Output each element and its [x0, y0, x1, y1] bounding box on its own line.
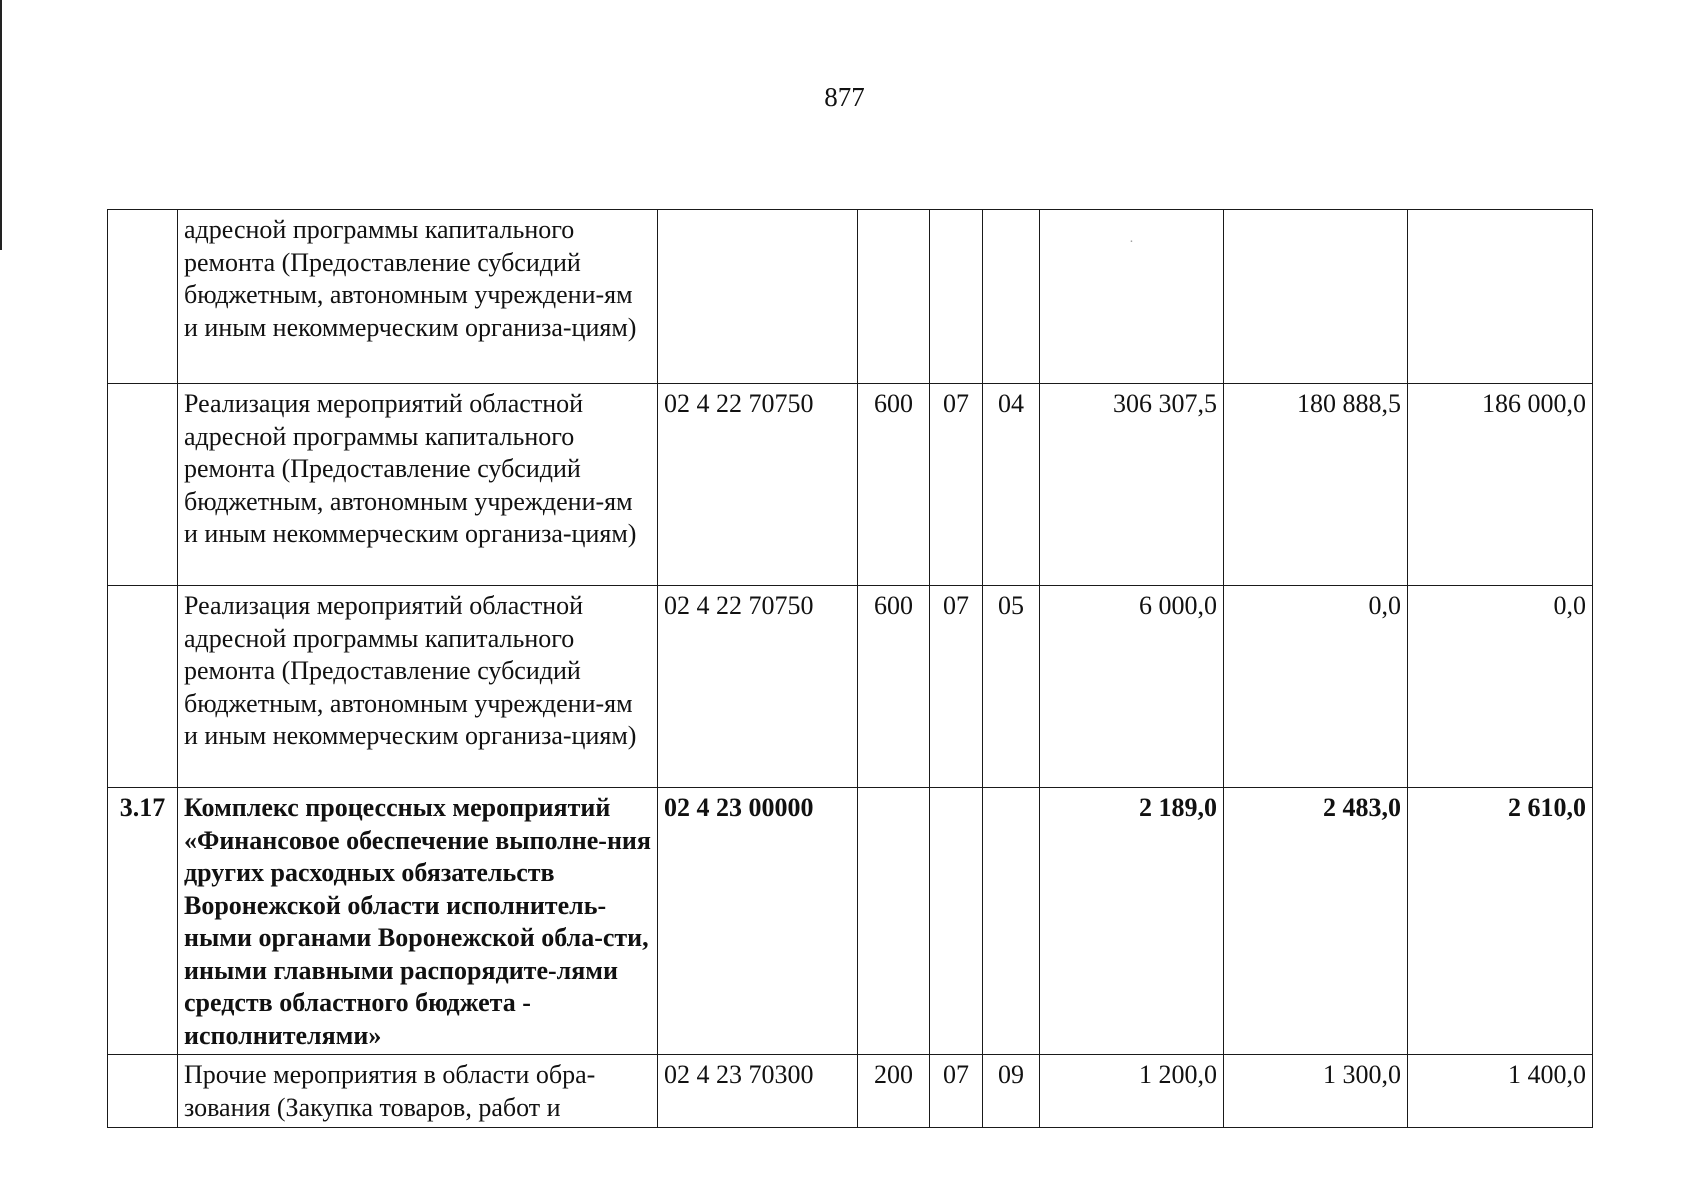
row-vr — [858, 788, 930, 1055]
row-rz: 07 — [930, 586, 983, 788]
row-vr: 200 — [858, 1055, 930, 1128]
row-sum-2: 1 300,0 — [1224, 1055, 1408, 1128]
row-number — [108, 586, 178, 788]
row-code: 02 4 22 70750 — [658, 384, 858, 586]
row-sum-1: 6 000,0 — [1040, 586, 1224, 788]
row-sum-2: 0,0 — [1224, 586, 1408, 788]
row-code: 02 4 23 70300 — [658, 1055, 858, 1128]
table-row — [108, 384, 1593, 586]
row-rz: 07 — [930, 1055, 983, 1128]
row-rz — [930, 210, 983, 384]
row-vr: 600 — [858, 586, 930, 788]
page-number: 877 — [824, 82, 865, 112]
row-name: Реализация мероприятий областной адресной программы капитального ремонта (Предоставление субсидий бюджетным, автономным учреждени-ям и иным некоммерческим организа-циям) — [178, 384, 658, 586]
table-row — [108, 210, 1593, 384]
row-name: Прочие мероприятия в области обра-зования (Закупка товаров, работ и — [178, 1055, 658, 1128]
row-pr: 04 — [983, 384, 1040, 586]
row-code: 02 4 22 70750 — [658, 586, 858, 788]
row-pr: 09 — [983, 1055, 1040, 1128]
budget-table — [107, 209, 1593, 1128]
row-sum-3: 186 000,0 — [1408, 384, 1593, 586]
row-vr: 600 — [858, 384, 930, 586]
row-code: 02 4 23 00000 — [658, 788, 858, 1055]
row-sum-3 — [1408, 210, 1593, 384]
row-name: Комплекс процессных мероприятий «Финансовое обеспечение выполне-ния других расходных обязательств Воронежской области исполнитель-ными органами Воронежской обла-сти, иными главными распорядите-лями средств областного бюджета - исполнителями» — [178, 788, 658, 1055]
row-pr: 05 — [983, 586, 1040, 788]
row-rz: 07 — [930, 384, 983, 586]
row-name: Реализация мероприятий областной адресной программы капитального ремонта (Предоставление субсидий бюджетным, автономным учреждени-ям и иным некоммерческим организа-циям) — [178, 586, 658, 788]
table-row — [108, 586, 1593, 788]
row-vr — [858, 210, 930, 384]
row-sum-1: 2 189,0 — [1040, 788, 1224, 1055]
row-sum-2 — [1224, 210, 1408, 384]
row-pr — [983, 210, 1040, 384]
table-row — [108, 1055, 1593, 1128]
scan-edge-line — [0, 0, 2, 250]
row-pr — [983, 788, 1040, 1055]
table-row-section — [108, 788, 1593, 1055]
row-sum-1 — [1040, 210, 1224, 384]
row-sum-3: 2 610,0 — [1408, 788, 1593, 1055]
row-sum-2: 2 483,0 — [1224, 788, 1408, 1055]
scan-speck: · — [1129, 235, 1134, 250]
row-sum-2: 180 888,5 — [1224, 384, 1408, 586]
row-number — [108, 1055, 178, 1128]
row-number — [108, 384, 178, 586]
row-code — [658, 210, 858, 384]
row-rz — [930, 788, 983, 1055]
row-name: адресной программы капитального ремонта (Предоставление субсидий бюджетным, автономным учреждени-ям и иным некоммерческим организа-циям) — [178, 210, 658, 384]
row-sum-1: 1 200,0 — [1040, 1055, 1224, 1128]
row-sum-3: 0,0 — [1408, 586, 1593, 788]
row-sum-3: 1 400,0 — [1408, 1055, 1593, 1128]
row-number — [108, 210, 178, 384]
row-sum-1: 306 307,5 — [1040, 384, 1224, 586]
row-number: 3.17 — [108, 788, 178, 1055]
